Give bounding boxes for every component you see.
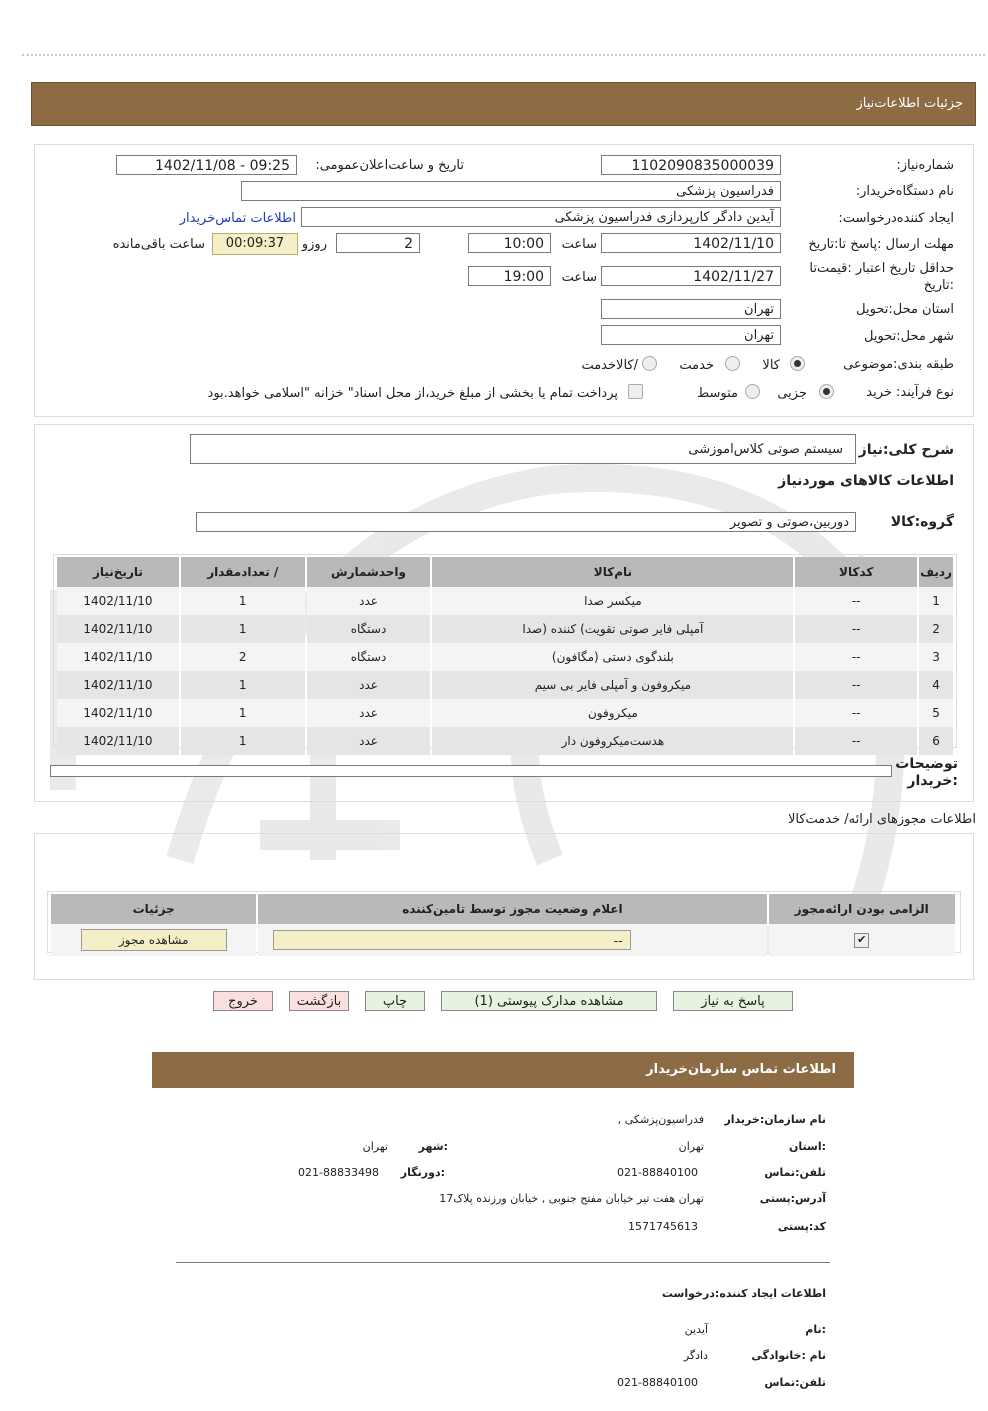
buyer-org-label: نام دستگاه‌خریدار:	[855, 184, 954, 199]
cell-code: --	[795, 587, 917, 615]
permit-status-field: --	[273, 930, 631, 950]
contact-province-label: :استان	[789, 1140, 826, 1153]
category-service-label: خدمت	[679, 358, 714, 373]
permit-required-checkbox[interactable]: ✔	[854, 933, 869, 948]
deadline-date-field: 1402/11/10	[601, 233, 781, 253]
back-button[interactable]: بازگشت	[289, 991, 349, 1011]
cell-name: هدست‌میکروفون دار	[432, 727, 793, 755]
summary-value: سیستم صوتی کلاس‌اموزشی	[688, 442, 843, 457]
validity-label: حداقل تاریخ اعتبار :قیمت‌تا :تاریخ	[809, 261, 954, 293]
treasury-payment-checkbox[interactable]	[628, 384, 643, 399]
city-field: تهران	[601, 325, 781, 345]
cell-date: 1402/11/10	[57, 671, 179, 699]
goods-table	[55, 557, 955, 755]
cell-permit-required	[769, 924, 955, 956]
buyer-org-field: فدراسیون پزشکی	[241, 181, 781, 201]
table-row	[57, 699, 953, 727]
cell-code: --	[795, 671, 917, 699]
need-number-label: شماره‌نیاز:	[896, 158, 954, 173]
validity-date-field: 1402/11/27	[601, 266, 781, 286]
col-permit-required: الزامی بودن ارائه‌مجوز	[769, 894, 955, 924]
deadline-label: مهلت ارسال :پاسخ تا:تاریخ	[808, 237, 954, 252]
contact-section-title: اطلاعات تماس سازمان‌خریدار	[646, 1062, 836, 1077]
cell-name: آمپلی فایر صوتی تقویت) کننده (صدا	[432, 615, 793, 643]
contact-divider	[176, 1262, 830, 1263]
cell-name: میکروفون و آمپلی فایر بی سیم	[432, 671, 793, 699]
col-row-no: ردیف	[919, 557, 953, 587]
page-header	[31, 82, 976, 126]
col-permit-details: جزئیات	[51, 894, 256, 924]
cell-row-no: 1	[919, 587, 953, 615]
creator-name-label: :نام	[805, 1323, 826, 1336]
cell-date: 1402/11/10	[57, 587, 179, 615]
contact-postal-label: کد:پستی	[777, 1220, 826, 1233]
creator-info-title: اطلاعات ایجاد کننده:درخواست	[661, 1287, 826, 1300]
cell-code: --	[795, 615, 917, 643]
group-field: دوربین،صوتی و تصویر	[196, 512, 856, 532]
buyer-notes-label: توضیحات :خریدار	[895, 756, 958, 789]
creator-field: آیدین دادگر کارپردازی فدراسیون پزشکی	[301, 207, 781, 227]
creator-family-label: نام :خانوادگی	[751, 1349, 826, 1362]
attachments-button[interactable]: مشاهده مدارک پیوستی (1)	[441, 991, 657, 1011]
province-label: استان محل:تحویل	[856, 302, 954, 317]
cell-unit: دستگاه	[307, 615, 431, 643]
cell-date: 1402/11/10	[57, 727, 179, 755]
cell-unit: عدد	[307, 587, 431, 615]
contact-phone: 021-88840100	[617, 1166, 698, 1179]
contact-fax-label: :دورنگار	[400, 1166, 445, 1179]
contact-city-label: :شهر	[418, 1140, 448, 1153]
creator-phone: 021-88840100	[617, 1376, 698, 1389]
days-label: روزو	[301, 237, 327, 252]
cell-qty: 1	[181, 727, 305, 755]
contact-org: فدراسیون‌پزشکی ,	[617, 1113, 704, 1126]
page-header-title: جزئیات اطلاعات‌نیاز	[856, 96, 963, 111]
deadline-time-label: ساعت	[561, 237, 597, 252]
contact-org-label: نام سازمان:خریدار	[724, 1113, 826, 1126]
remaining-label: ساعت باقی‌مانده	[112, 237, 205, 252]
permits-table-header	[51, 894, 955, 924]
need-number-field: 1102090835000039	[601, 155, 781, 175]
table-row	[57, 587, 953, 615]
col-date: تاریخ‌نیاز	[57, 557, 179, 587]
cell-date: 1402/11/10	[57, 699, 179, 727]
announce-value: 1402/11/08 - 09:25	[155, 158, 290, 174]
creator-label: ایجاد کننده‌درخواست:	[838, 211, 954, 226]
cell-unit: دستگاه	[307, 643, 431, 671]
view-permit-button[interactable]: مشاهده مجوز	[81, 929, 227, 951]
cell-row-no: 6	[919, 727, 953, 755]
contact-address: تهران هفت تیر خیابان مفتح جنوبی , خیابان ورزنده پلاک17	[439, 1192, 704, 1205]
cell-unit: عدد	[307, 699, 431, 727]
cell-row-no: 3	[919, 643, 953, 671]
cell-qty: 1	[181, 671, 305, 699]
permits-title: اطلاعات مجوزهای ارائه/ خدمت‌کالا	[787, 812, 976, 827]
cell-code: --	[795, 643, 917, 671]
cell-code: --	[795, 727, 917, 755]
process-label: نوع فرآیند: خرید	[866, 385, 954, 400]
col-name: نام‌کالا	[432, 557, 793, 587]
announce-label: تاریخ و ساعت‌اعلان‌عمومی:	[315, 158, 464, 173]
print-button[interactable]: چاپ	[365, 991, 425, 1011]
top-divider	[22, 54, 985, 56]
contact-province: تهران	[678, 1140, 704, 1153]
table-row	[57, 671, 953, 699]
category-goods-radio[interactable]	[790, 356, 805, 371]
cell-qty: 1	[181, 699, 305, 727]
category-both-label: /کالاخدمت	[581, 358, 638, 373]
summary-label: شرح کلی:نیاز	[858, 442, 954, 458]
permits-table	[49, 894, 957, 956]
deadline-time-field: 10:00	[468, 233, 551, 253]
contact-section-header	[152, 1052, 854, 1088]
category-label: طبقه بندی:موضوعی	[843, 357, 954, 372]
reply-button[interactable]: پاسخ به نیاز	[673, 991, 793, 1011]
contact-city: تهران	[362, 1140, 388, 1153]
validity-time-label: ساعت	[561, 270, 597, 285]
category-goods-label: کالا	[762, 358, 780, 373]
cell-name: میکسر صدا	[432, 587, 793, 615]
cell-date: 1402/11/10	[57, 643, 179, 671]
category-both-radio[interactable]	[642, 356, 657, 371]
remaining-timer: 00:09:37	[212, 233, 298, 255]
cell-qty: 2	[181, 643, 305, 671]
goods-table-header	[57, 557, 953, 587]
table-row	[57, 727, 953, 755]
contact-phone-label: تلفن:تماس	[764, 1166, 826, 1179]
col-code: کدکالا	[795, 557, 917, 587]
goods-info-title: اطلاعات کالاهای موردنیاز	[778, 473, 954, 489]
category-service-radio[interactable]	[725, 356, 740, 371]
buyer-notes-field	[50, 765, 892, 777]
summary-field	[190, 434, 856, 464]
cell-date: 1402/11/10	[57, 615, 179, 643]
cell-row-no: 4	[919, 671, 953, 699]
cell-code: --	[795, 699, 917, 727]
cell-qty: 1	[181, 615, 305, 643]
exit-button[interactable]: خروج	[213, 991, 273, 1011]
table-row	[57, 615, 953, 643]
col-qty: / تعدادمقدار	[181, 557, 305, 587]
process-medium-radio[interactable]	[745, 384, 760, 399]
contact-postal: 1571745613	[628, 1220, 698, 1233]
process-partial-radio[interactable]	[819, 384, 834, 399]
buyer-contact-link[interactable]: اطلاعات تماس‌خریدار	[179, 211, 296, 226]
treasury-payment-note: پرداخت تمام یا بخشی از مبلغ خرید،از محل اسناد" خزانه "اسلامی خواهد.بود	[207, 386, 618, 401]
cell-unit: عدد	[307, 727, 431, 755]
days-field: 2	[336, 233, 420, 253]
cell-unit: عدد	[307, 671, 431, 699]
cell-qty: 1	[181, 587, 305, 615]
cell-row-no: 5	[919, 699, 953, 727]
announce-field	[116, 155, 297, 175]
cell-name: میکروفون	[432, 699, 793, 727]
validity-time-field: 19:00	[468, 266, 551, 286]
province-field: تهران	[601, 299, 781, 319]
process-medium-label: متوسط	[697, 386, 738, 401]
table-row	[57, 643, 953, 671]
contact-address-label: آدرس:پستی	[759, 1192, 826, 1205]
city-label: شهر محل:تحویل	[864, 329, 954, 344]
cell-name: بلندگوی دستی (مگافون)	[432, 643, 793, 671]
contact-fax: 021-88833498	[298, 1166, 379, 1179]
group-label: گروه:کالا	[890, 514, 954, 530]
cell-permit-details	[51, 924, 256, 956]
col-permit-status: اعلام وضعیت مجوز توسط تامین‌کننده	[258, 894, 766, 924]
creator-name: آیدین	[684, 1323, 708, 1336]
creator-phone-label: تلفن:تماس	[764, 1376, 826, 1389]
process-partial-label: جزیی	[777, 386, 807, 401]
cell-permit-status	[258, 924, 766, 956]
cell-row-no: 2	[919, 615, 953, 643]
table-row	[51, 924, 955, 956]
col-unit: واحدشمارش	[307, 557, 431, 587]
creator-family: دادگر	[683, 1349, 708, 1362]
